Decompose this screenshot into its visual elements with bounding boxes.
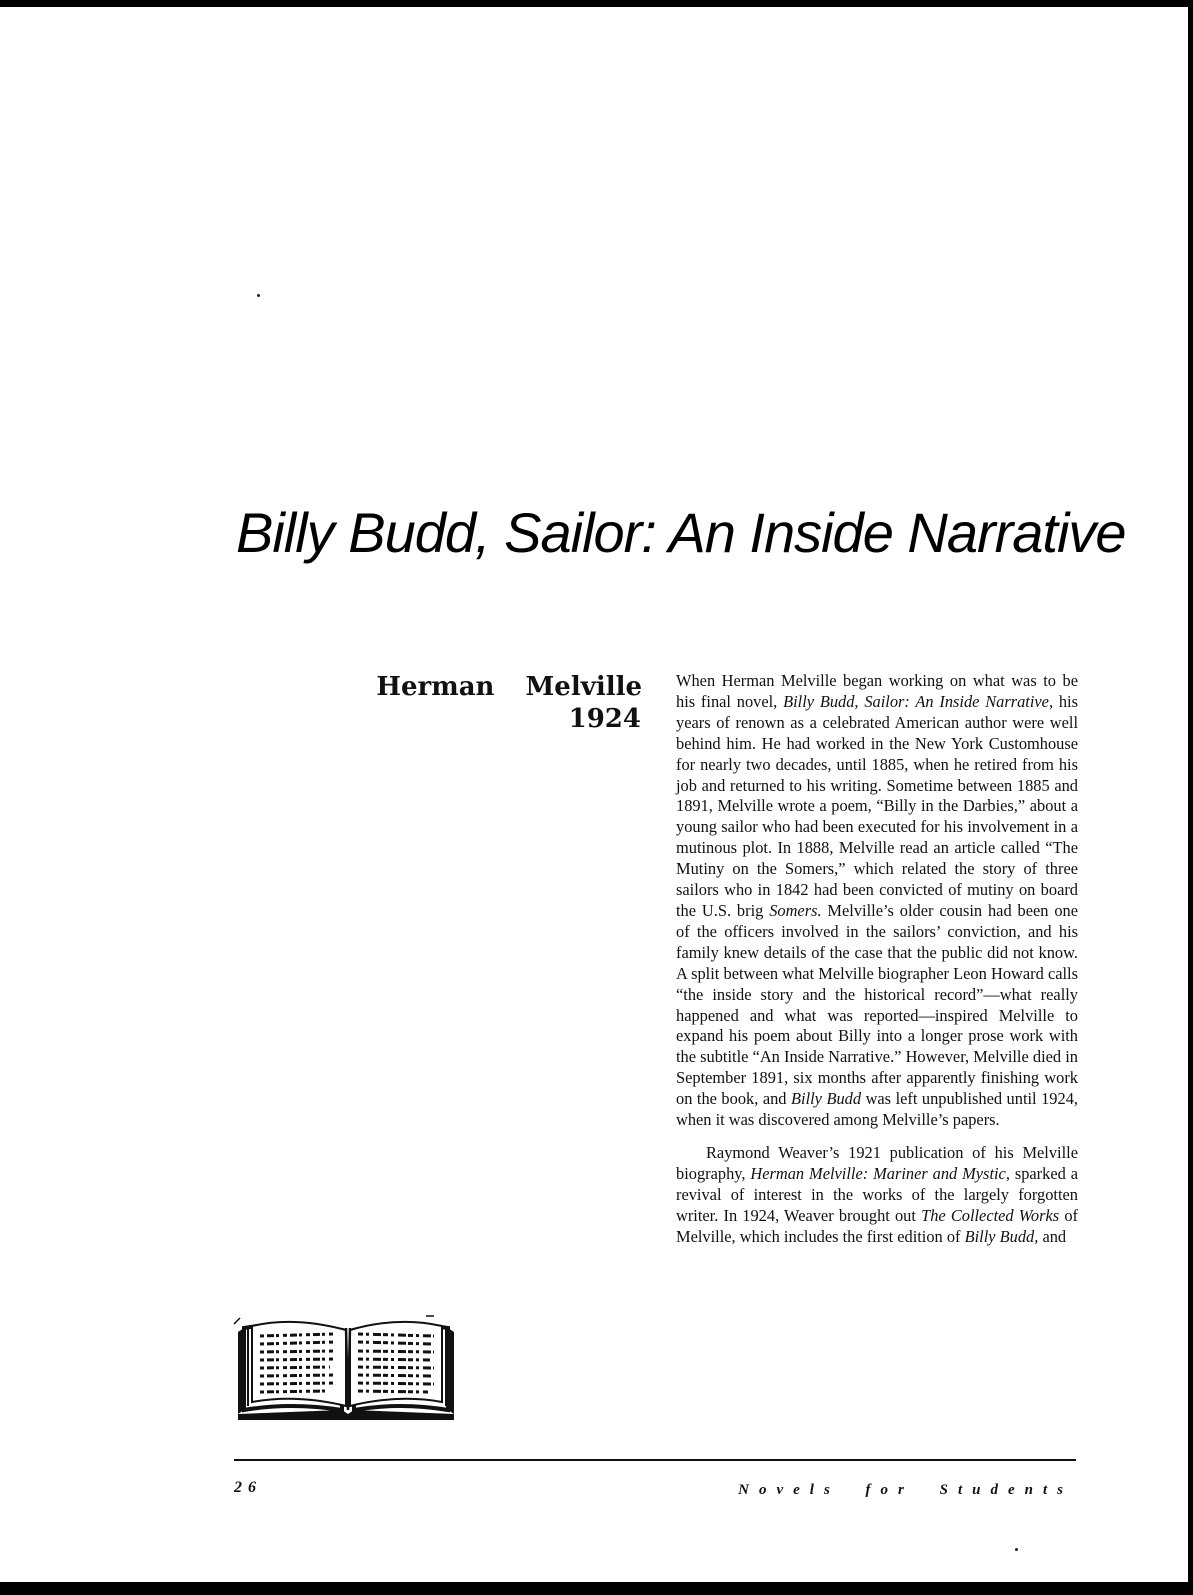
text-run: sparked a revival of interest in the works of the largely forgotten writer. In 1924, Weaver brought out	[676, 1163, 1078, 1225]
running-footer-title: Novels for Students	[738, 1482, 1073, 1498]
scan-border-top	[0, 0, 1193, 7]
text-run: When Herman Melville began working on what was to be his final novel,	[676, 671, 1078, 711]
italic-text-run: Billy Budd,	[964, 1226, 1039, 1246]
article-body	[676, 671, 1078, 1247]
footer-rule	[234, 1459, 1076, 1461]
author-name: Herman Melville	[376, 672, 642, 702]
page-number: 26	[234, 1479, 262, 1496]
text-run: his years of renown as a celebrated American author were well behind him. He had worked in the New York Customhouse for nearly two decades, until 1885, when he retired from his job and returned to his writing. Sometime between 1885 and 1891, Melville wrote a poem, “Billy in the Darbies,” about a young sailor who had been executed for his involvement in a mutinous plot. In 1888, Melville read an article called “The Mutiny on the Somers,” which related the story of three sailors who in 1842 had been convicted of mutiny on board the U.S. brig	[676, 691, 1078, 920]
body-paragraph-1	[676, 671, 1078, 1131]
open-book-icon	[230, 1310, 460, 1425]
text-run: Raymond Weaver’s 1921 publication of his Melville biography,	[676, 1142, 1078, 1183]
italic-text-run: Herman Melville: Mariner and Mystic,	[750, 1163, 1010, 1183]
italic-text-run: Billy Budd, Sailor: An Inside Narrative,	[783, 691, 1054, 711]
italic-text-run: The Collected Works	[921, 1205, 1060, 1225]
scan-speck	[1015, 1548, 1018, 1551]
text-run: and	[1038, 1226, 1067, 1246]
italic-text-run: Billy Budd	[791, 1089, 862, 1109]
scan-speck	[257, 294, 260, 297]
scan-border-bottom	[0, 1582, 1193, 1595]
body-paragraph-2	[676, 1143, 1078, 1248]
article-title: Billy Budd, Sailor: An Inside Narrative	[236, 501, 1126, 564]
text-run: Melville’s older cousin had been one of the officers involved in the sailors’ conviction, and his family knew details of the case that the public did not know. A split between what Melville biographer Leon Howard calls “the inside story and the historical record”—what really happened and what was reported—inspired Melville to expand his poem about Billy into a longer prose work with the subtitle “An Inside Narrative.” However, Melville died in September 1891, six months after apparently finishing work on the book, and	[676, 900, 1079, 1109]
text-run: of Melville, which includes the first edition of	[676, 1205, 1078, 1246]
publication-year: 1924	[568, 704, 641, 734]
italic-text-run: Somers.	[769, 900, 822, 920]
text-run: was left unpublished until 1924, when it was discovered among Melville’s papers.	[676, 1089, 1078, 1130]
scan-border-right	[1188, 0, 1193, 1595]
